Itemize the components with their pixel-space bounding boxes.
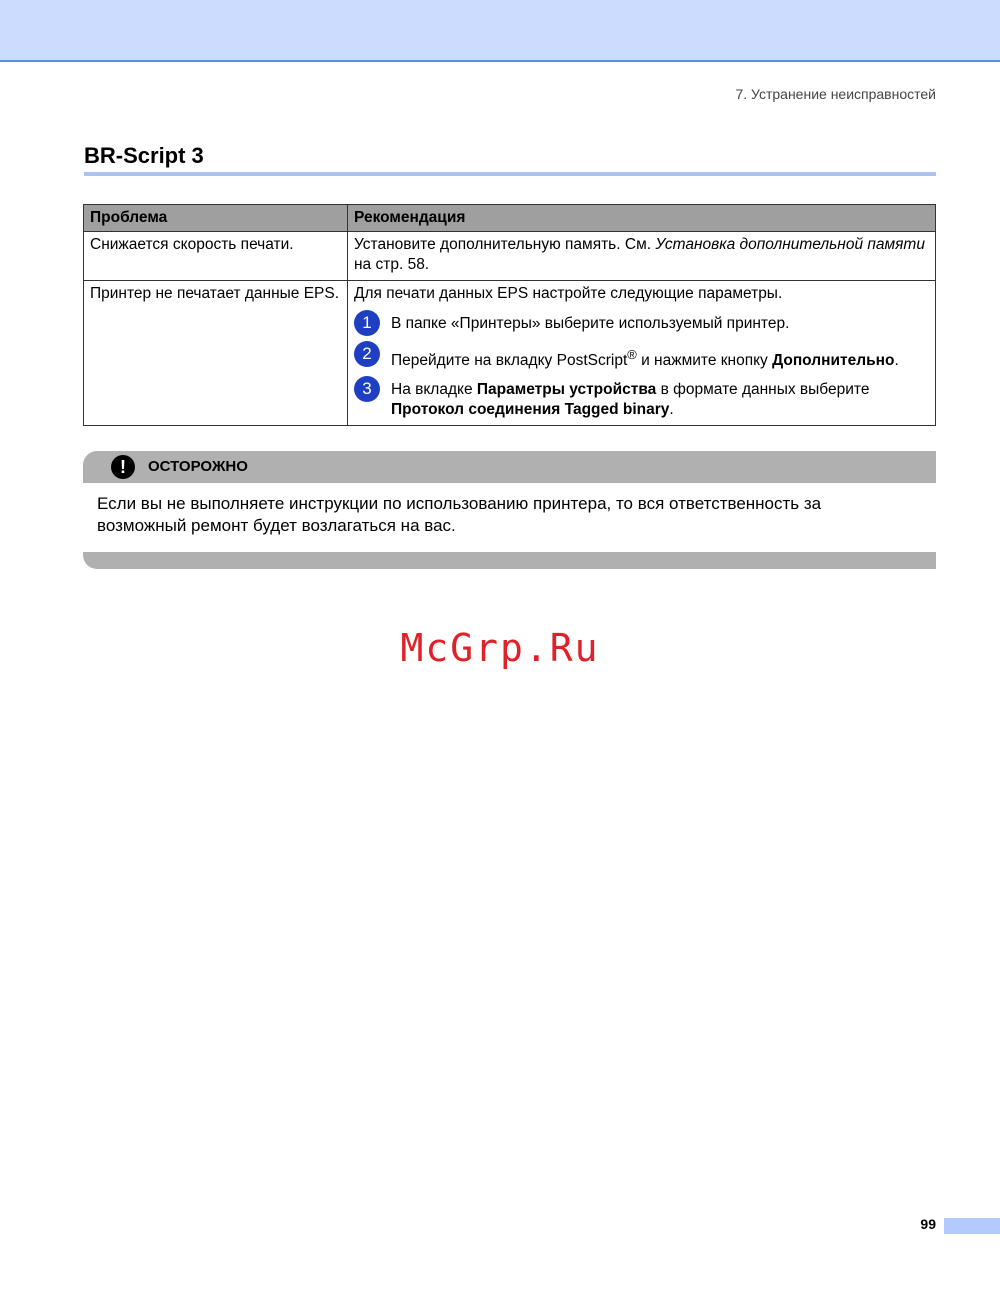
recommendation-cell — [348, 232, 936, 281]
page-reference: на стр. 58. — [354, 256, 430, 273]
step-text-part: . — [894, 352, 899, 370]
step-number-icon: 3 — [354, 376, 380, 402]
caution-bar — [83, 451, 936, 483]
page-number: 99 — [920, 1216, 936, 1232]
table-header-row — [84, 205, 936, 232]
tab-name: Параметры устройства — [476, 381, 657, 399]
steps-intro: Для печати данных EPS настройте следующие параметры. — [354, 285, 783, 302]
step-number-icon: 1 — [354, 310, 380, 336]
step-text — [391, 345, 899, 371]
step-text-part: . — [669, 401, 674, 419]
step-text: В папке «Принтеры» выберите используемый принтер. — [391, 315, 790, 332]
option-name: Протокол соединения Tagged binary — [391, 401, 670, 419]
steps-list — [354, 314, 929, 420]
registered-mark: ® — [627, 347, 637, 362]
step-item — [354, 380, 929, 420]
step-text-part: На вкладке — [391, 381, 477, 399]
troubleshooting-table — [83, 204, 936, 426]
recommendation-cell — [348, 281, 936, 426]
cross-reference-link[interactable]: Установка дополнительной памяти — [655, 236, 925, 253]
exclamation-icon: ! — [111, 455, 135, 479]
caution-bottom-bar — [83, 552, 936, 569]
step-text-part: Перейдите на вкладку PostScript — [391, 352, 628, 370]
title-rule — [84, 172, 936, 176]
header-problem: Проблема — [84, 205, 348, 232]
chapter-header: 7. Устранение неисправностей — [735, 86, 936, 102]
caution-label: ОСТОРОЖНО — [148, 458, 248, 475]
page-tab — [944, 1218, 1000, 1234]
header-recommendation: Рекомендация — [348, 205, 936, 232]
problem-cell: Снижается скорость печати. — [84, 232, 348, 281]
step-item — [354, 345, 929, 371]
step-number-icon: 2 — [354, 341, 380, 367]
step-item — [354, 314, 929, 336]
section-title: BR-Script 3 — [84, 143, 204, 168]
table-row — [84, 232, 936, 281]
problem-cell: Принтер не печатает данные EPS. — [84, 281, 348, 426]
top-band — [0, 0, 1000, 62]
step-text — [391, 380, 929, 420]
step-text-part: и нажмите кнопку — [636, 352, 773, 370]
step-text-part: в формате данных выберите — [656, 381, 870, 399]
recommendation-text: Установите дополнительную память. См. — [354, 236, 656, 253]
button-name: Дополнительно — [772, 352, 895, 370]
caution-text: Если вы не выполняете инструкции по использованию принтера, то вся ответственность за возможный ремонт будет возлагаться на вас. — [97, 494, 822, 535]
watermark: McGrp.Ru — [400, 626, 600, 670]
table-row — [84, 281, 936, 426]
